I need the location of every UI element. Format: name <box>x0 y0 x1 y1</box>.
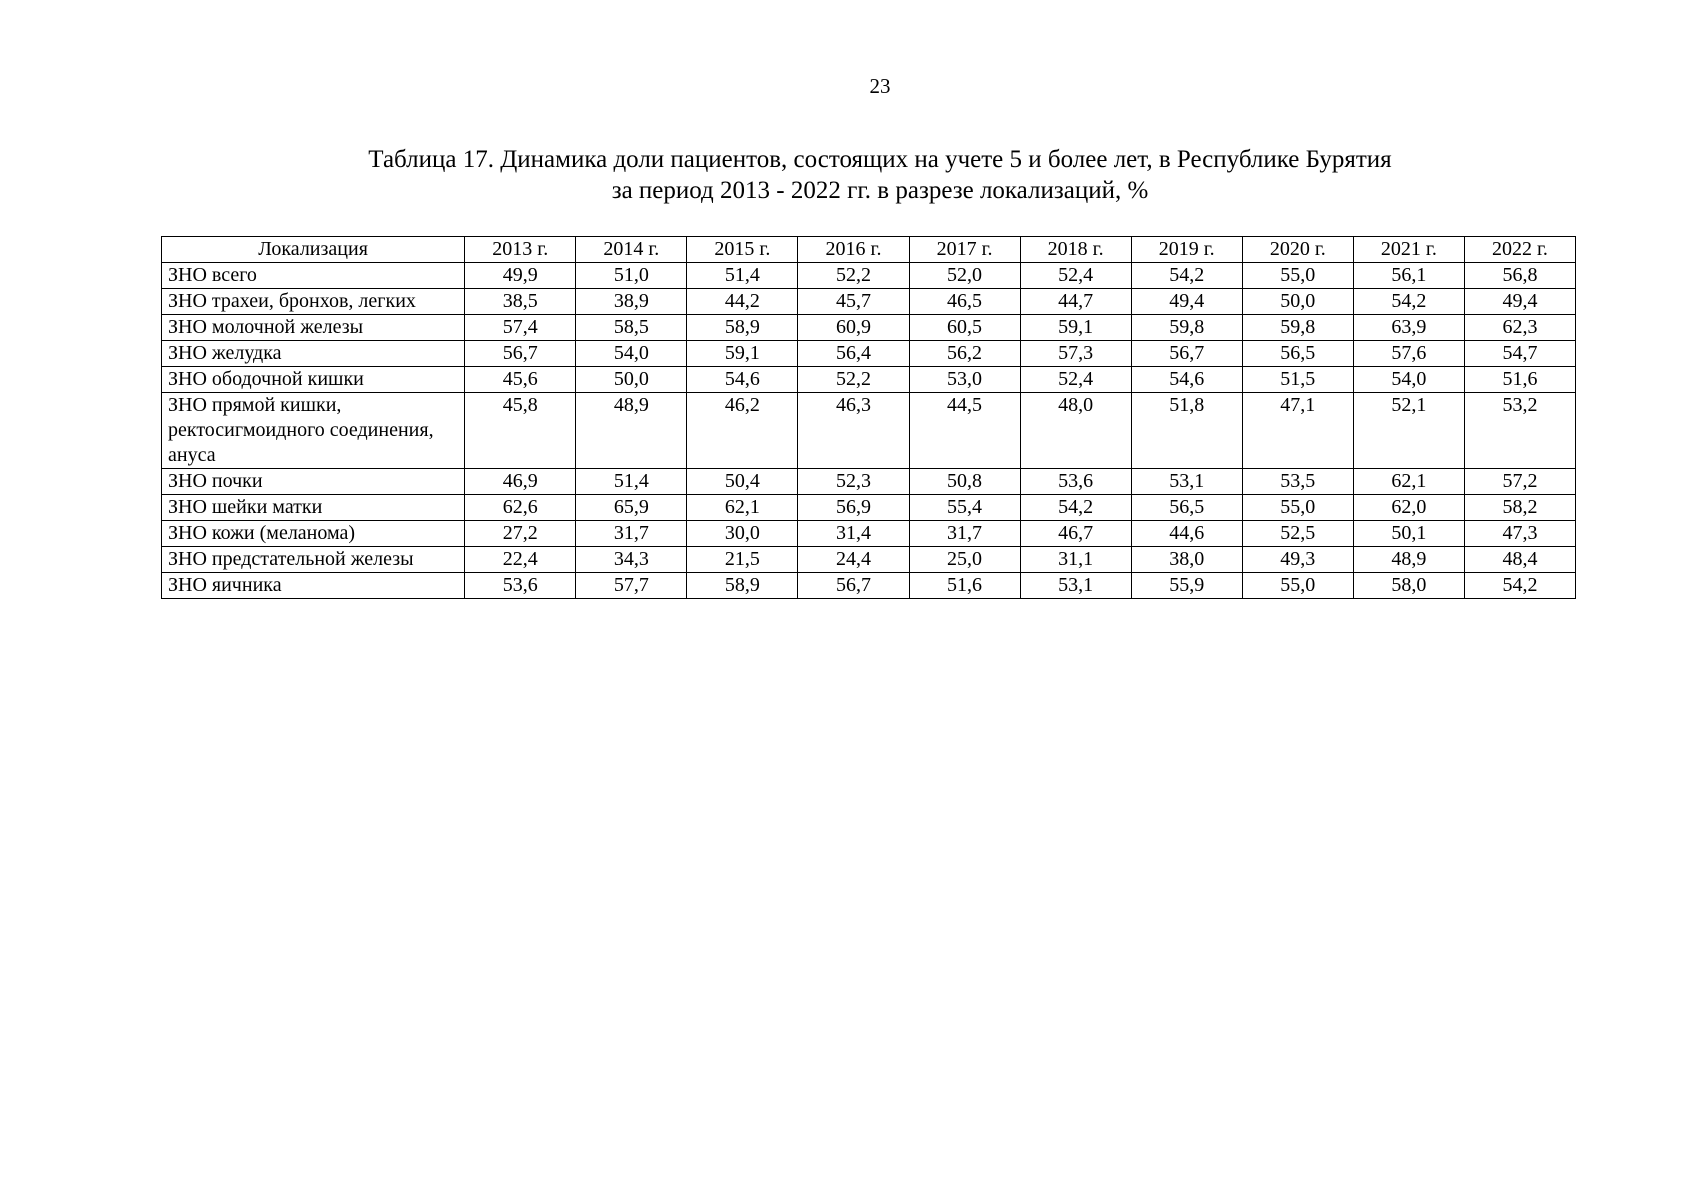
row-label: ЗНО предстательной железы <box>162 547 465 573</box>
table-cell-value: 48,9 <box>1353 547 1464 573</box>
table-cell-value: 53,6 <box>465 573 576 599</box>
table-row <box>162 367 1576 393</box>
table-cell-value: 51,6 <box>1464 367 1575 393</box>
table-cell-value: 62,1 <box>1353 469 1464 495</box>
table-title-line-1: Таблица 17. Динамика доли пациентов, состоящих на учете 5 и более лет, в Республике Бурятия <box>368 146 1392 173</box>
row-label: ЗНО яичника <box>162 573 465 599</box>
table-cell-value: 58,5 <box>576 315 687 341</box>
table-cell-value: 56,7 <box>1131 341 1242 367</box>
table-row <box>162 263 1576 289</box>
table-cell-value: 46,5 <box>909 289 1020 315</box>
table-row <box>162 469 1576 495</box>
table-cell-value: 59,8 <box>1131 315 1242 341</box>
table-cell-value: 59,8 <box>1242 315 1353 341</box>
table-cell-value: 53,2 <box>1464 393 1575 469</box>
table-cell-value: 48,9 <box>576 393 687 469</box>
column-header-year: 2017 г. <box>909 237 1020 263</box>
table-cell-value: 53,1 <box>1020 573 1131 599</box>
table-cell-value: 54,2 <box>1020 495 1131 521</box>
table-cell-value: 56,9 <box>798 495 909 521</box>
table-cell-value: 49,4 <box>1131 289 1242 315</box>
table-cell-value: 54,7 <box>1464 341 1575 367</box>
table-cell-value: 55,0 <box>1242 263 1353 289</box>
table-cell-value: 52,4 <box>1020 367 1131 393</box>
table-cell-value: 59,1 <box>687 341 798 367</box>
column-header-year: 2021 г. <box>1353 237 1464 263</box>
column-header-year: 2018 г. <box>1020 237 1131 263</box>
table-cell-value: 51,4 <box>576 469 687 495</box>
data-table <box>161 236 1576 599</box>
table-cell-value: 46,3 <box>798 393 909 469</box>
table-cell-value: 47,3 <box>1464 521 1575 547</box>
table-body <box>162 263 1576 599</box>
table-cell-value: 31,4 <box>798 521 909 547</box>
table-cell-value: 58,9 <box>687 315 798 341</box>
table-cell-value: 56,2 <box>909 341 1020 367</box>
table-cell-value: 57,4 <box>465 315 576 341</box>
table-cell-value: 54,6 <box>687 367 798 393</box>
table-cell-value: 51,5 <box>1242 367 1353 393</box>
table-cell-value: 65,9 <box>576 495 687 521</box>
row-label: ЗНО трахеи, бронхов, легких <box>162 289 465 315</box>
row-label: ЗНО всего <box>162 263 465 289</box>
table-cell-value: 24,4 <box>798 547 909 573</box>
row-label: ЗНО прямой кишки, ректосигмоидного соединения, ануса <box>162 393 465 469</box>
table-cell-value: 46,7 <box>1020 521 1131 547</box>
table-cell-value: 31,7 <box>909 521 1020 547</box>
table-cell-value: 49,9 <box>465 263 576 289</box>
table-cell-value: 59,1 <box>1020 315 1131 341</box>
table-cell-value: 47,1 <box>1242 393 1353 469</box>
table-cell-value: 51,8 <box>1131 393 1242 469</box>
table-cell-value: 30,0 <box>687 521 798 547</box>
row-label: ЗНО ободочной кишки <box>162 367 465 393</box>
table-cell-value: 62,1 <box>687 495 798 521</box>
table-cell-value: 22,4 <box>465 547 576 573</box>
page-number: 23 <box>869 74 891 98</box>
table-row <box>162 573 1576 599</box>
table-cell-value: 34,3 <box>576 547 687 573</box>
table-cell-value: 60,9 <box>798 315 909 341</box>
table-cell-value: 56,5 <box>1131 495 1242 521</box>
table-cell-value: 49,4 <box>1464 289 1575 315</box>
table-cell-value: 52,5 <box>1242 521 1353 547</box>
table-cell-value: 54,2 <box>1353 289 1464 315</box>
table-cell-value: 50,0 <box>1242 289 1353 315</box>
table-cell-value: 56,4 <box>798 341 909 367</box>
table-cell-value: 56,8 <box>1464 263 1575 289</box>
table-cell-value: 54,2 <box>1464 573 1575 599</box>
table-cell-value: 50,8 <box>909 469 1020 495</box>
table-cell-value: 60,5 <box>909 315 1020 341</box>
table-cell-value: 50,1 <box>1353 521 1464 547</box>
table-row <box>162 341 1576 367</box>
table-cell-value: 52,1 <box>1353 393 1464 469</box>
table-cell-value: 38,9 <box>576 289 687 315</box>
table-cell-value: 63,9 <box>1353 315 1464 341</box>
table-cell-value: 55,4 <box>909 495 1020 521</box>
table-cell-value: 57,2 <box>1464 469 1575 495</box>
table-cell-value: 38,0 <box>1131 547 1242 573</box>
table-cell-value: 52,2 <box>798 367 909 393</box>
row-label: ЗНО желудка <box>162 341 465 367</box>
header-row <box>162 237 1576 263</box>
table-row <box>162 289 1576 315</box>
table-row <box>162 547 1576 573</box>
column-header-year: 2014 г. <box>576 237 687 263</box>
table-cell-value: 45,6 <box>465 367 576 393</box>
table-row <box>162 393 1576 469</box>
table-cell-value: 45,7 <box>798 289 909 315</box>
table-cell-value: 62,6 <box>465 495 576 521</box>
table-cell-value: 51,0 <box>576 263 687 289</box>
table-cell-value: 54,0 <box>1353 367 1464 393</box>
table-cell-value: 53,1 <box>1131 469 1242 495</box>
column-header-localization: Локализация <box>162 237 465 263</box>
table-cell-value: 58,2 <box>1464 495 1575 521</box>
table-cell-value: 57,7 <box>576 573 687 599</box>
table-cell-value: 62,0 <box>1353 495 1464 521</box>
table-cell-value: 51,4 <box>687 263 798 289</box>
table-cell-value: 21,5 <box>687 547 798 573</box>
table-cell-value: 49,3 <box>1242 547 1353 573</box>
table-cell-value: 45,8 <box>465 393 576 469</box>
row-label: ЗНО молочной железы <box>162 315 465 341</box>
table-cell-value: 52,0 <box>909 263 1020 289</box>
table-cell-value: 50,4 <box>687 469 798 495</box>
table-cell-value: 56,7 <box>798 573 909 599</box>
table-cell-value: 53,5 <box>1242 469 1353 495</box>
table-cell-value: 52,3 <box>798 469 909 495</box>
table-cell-value: 57,6 <box>1353 341 1464 367</box>
table-cell-value: 56,1 <box>1353 263 1464 289</box>
table-title-line-2: за период 2013 - 2022 гг. в разрезе локализаций, % <box>611 177 1149 204</box>
column-header-year: 2022 г. <box>1464 237 1575 263</box>
table-cell-value: 44,6 <box>1131 521 1242 547</box>
table-cell-value: 44,5 <box>909 393 1020 469</box>
table-cell-value: 58,0 <box>1353 573 1464 599</box>
table-cell-value: 53,6 <box>1020 469 1131 495</box>
table-title <box>0 144 1698 206</box>
table-cell-value: 58,9 <box>687 573 798 599</box>
table-cell-value: 38,5 <box>465 289 576 315</box>
table-cell-value: 44,7 <box>1020 289 1131 315</box>
table-cell-value: 52,4 <box>1020 263 1131 289</box>
table-cell-value: 50,0 <box>576 367 687 393</box>
table-cell-value: 54,0 <box>576 341 687 367</box>
table-cell-value: 31,7 <box>576 521 687 547</box>
table-cell-value: 51,6 <box>909 573 1020 599</box>
table-cell-value: 55,9 <box>1131 573 1242 599</box>
table-cell-value: 56,7 <box>465 341 576 367</box>
column-header-year: 2013 г. <box>465 237 576 263</box>
table-cell-value: 53,0 <box>909 367 1020 393</box>
table-cell-value: 57,3 <box>1020 341 1131 367</box>
table-cell-value: 46,2 <box>687 393 798 469</box>
column-header-year: 2020 г. <box>1242 237 1353 263</box>
table-cell-value: 27,2 <box>465 521 576 547</box>
table-cell-value: 52,2 <box>798 263 909 289</box>
row-label: ЗНО шейки матки <box>162 495 465 521</box>
table-cell-value: 31,1 <box>1020 547 1131 573</box>
table-row <box>162 315 1576 341</box>
column-header-year: 2016 г. <box>798 237 909 263</box>
table-cell-value: 48,4 <box>1464 547 1575 573</box>
table-cell-value: 25,0 <box>909 547 1020 573</box>
table-cell-value: 55,0 <box>1242 495 1353 521</box>
table-cell-value: 54,2 <box>1131 263 1242 289</box>
column-header-year: 2015 г. <box>687 237 798 263</box>
table-row <box>162 495 1576 521</box>
table-cell-value: 46,9 <box>465 469 576 495</box>
table-cell-value: 48,0 <box>1020 393 1131 469</box>
column-header-year: 2019 г. <box>1131 237 1242 263</box>
table-cell-value: 56,5 <box>1242 341 1353 367</box>
table-cell-value: 54,6 <box>1131 367 1242 393</box>
table-cell-value: 55,0 <box>1242 573 1353 599</box>
table-cell-value: 62,3 <box>1464 315 1575 341</box>
table-row <box>162 521 1576 547</box>
table-cell-value: 44,2 <box>687 289 798 315</box>
row-label: ЗНО кожи (меланома) <box>162 521 465 547</box>
row-label: ЗНО почки <box>162 469 465 495</box>
